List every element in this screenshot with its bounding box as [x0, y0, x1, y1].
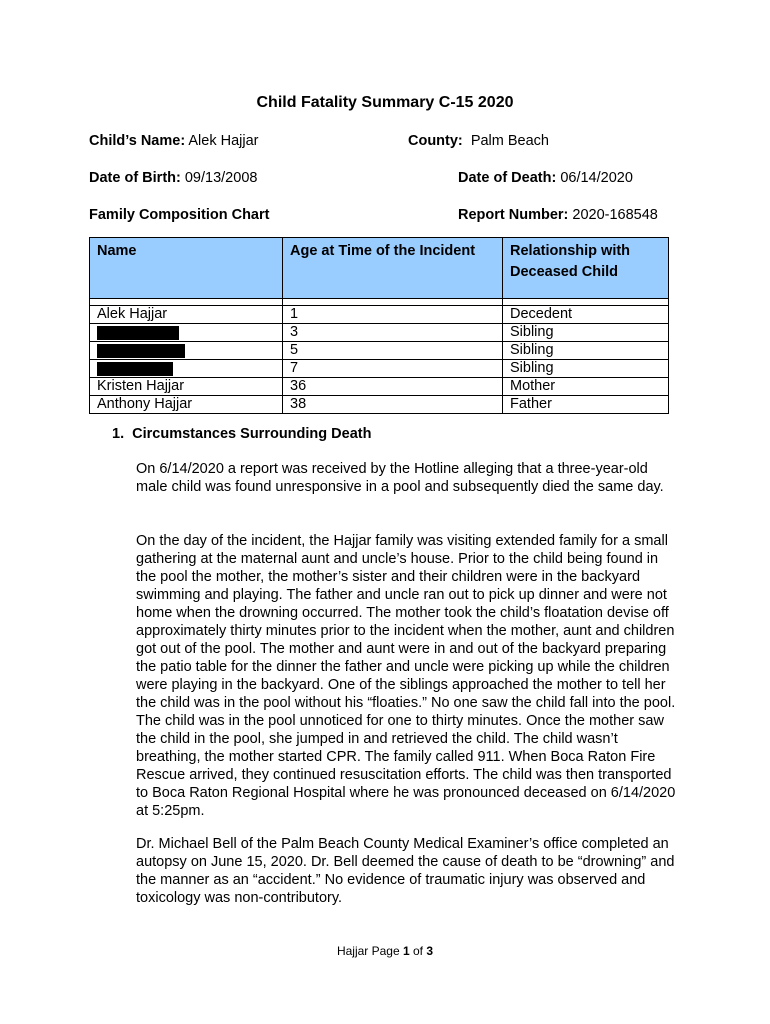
cell-age: 3 — [283, 324, 503, 342]
table-row — [90, 396, 669, 414]
childs-name-field — [89, 133, 259, 149]
cell-name — [90, 324, 283, 342]
cell-relationship: Sibling — [503, 360, 669, 378]
footer-prefix: Hajjar Page — [336, 944, 403, 958]
cell-age: 5 — [283, 342, 503, 360]
table-row — [90, 378, 669, 396]
paragraph-report: On 6/14/2020 a report was received by the Hotline alleging that a three-year-old male child was found unresponsive in a pool and subsequently died the same day. — [136, 461, 664, 495]
report-number-label: Report Number: — [458, 207, 569, 223]
county-field — [408, 133, 549, 149]
cell-name — [90, 342, 283, 360]
table-header-row — [90, 238, 669, 299]
header-name: Name — [90, 238, 283, 299]
cell-age: 38 — [283, 396, 503, 414]
cell-name: Alek Hajjar — [90, 306, 283, 324]
table-row — [90, 342, 669, 360]
cell-age: 1 — [283, 306, 503, 324]
cell-name: Kristen Hajjar — [90, 378, 283, 396]
cell-relationship: Sibling — [503, 324, 669, 342]
cell-relationship: Decedent — [503, 306, 669, 324]
table-spacer-row — [90, 299, 669, 306]
dob-label: Date of Birth: — [89, 170, 181, 186]
header-age: Age at Time of the Incident — [283, 238, 503, 299]
county-label: County: — [408, 133, 463, 149]
family-chart-label: Family Composition Chart — [89, 207, 270, 223]
report-number-field — [458, 207, 658, 223]
table-row — [90, 306, 669, 324]
paragraph-autopsy: Dr. Michael Bell of the Palm Beach County Medical Examiner’s office completed an autopsy on June 15, 2020. Dr. Bell deemed the cause of death to be “drowning” and the manner as an “accident.” No evidence of traumatic injury was observed and toxicology was non-contributory. — [136, 836, 675, 906]
cell-age: 36 — [283, 378, 503, 396]
cell-name: Anthony Hajjar — [90, 396, 283, 414]
page-title: Child Fatality Summary C-15 2020 — [256, 94, 514, 111]
header-relationship: Relationship with Deceased Child — [503, 238, 669, 299]
cell-relationship: Sibling — [503, 342, 669, 360]
dod-label: Date of Death: — [458, 170, 557, 186]
dod-field — [458, 170, 633, 186]
table-row — [90, 360, 669, 378]
cell-name — [90, 360, 283, 378]
redaction-bar — [97, 326, 179, 340]
footer-page-number: 1 — [402, 944, 410, 958]
county-value: Palm Beach — [462, 133, 550, 149]
section-heading-circumstances: 1. Circumstances Surrounding Death — [112, 426, 372, 442]
footer-of: of — [409, 944, 427, 958]
table-row — [90, 324, 669, 342]
redaction-bar — [97, 344, 185, 358]
cell-relationship: Father — [503, 396, 669, 414]
page-footer — [0, 944, 770, 958]
dod-value: 06/14/2020 — [556, 170, 633, 186]
cell-relationship: Mother — [503, 378, 669, 396]
dob-field — [89, 170, 257, 186]
report-number-value: 2020-168548 — [568, 207, 658, 223]
paragraph-incident: On the day of the incident, the Hajjar family was visiting extended family for a small gathering at the maternal aunt and uncle’s house. Prior to the child being found in the pool the mother, the mother’s sister and their children were in the backyard swimming and playing. The father and uncle ran out to pick up dinner and were not home when the drowning occurred. The mother took the child’s floatation devise off approximately thirty minutes prior to the incident when the mother, aunt and children got out of the pool. The mother and aunt were in and out of the backyard preparing the patio table for the dinner the father and uncle were picking up while the children were playing in the backyard. One of the siblings approached the mother to tell her the child was in the pool without his “floaties.” No one saw the child fall into the pool. The child was in the pool unnoticed for one to thirty minutes. Once the mother saw the child in the pool, she jumped in and retrieved the child. The child wasn’t breathing, the mother started CPR. The family called 911. When Boca Raton Fire Rescue arrived, they continued resuscitation efforts. The child was then transported to Boca Raton Regional Hospital where he was pronounced deceased on 6/14/2020 at 5:25pm. — [136, 533, 676, 819]
family-composition-table — [89, 237, 669, 414]
cell-age: 7 — [283, 360, 503, 378]
redaction-bar — [97, 362, 173, 376]
childs-name-value: Alek Hajjar — [185, 133, 259, 149]
childs-name-label: Child’s Name: — [89, 133, 186, 149]
footer-total-pages: 3 — [426, 944, 434, 958]
dob-value: 09/13/2008 — [180, 170, 258, 186]
